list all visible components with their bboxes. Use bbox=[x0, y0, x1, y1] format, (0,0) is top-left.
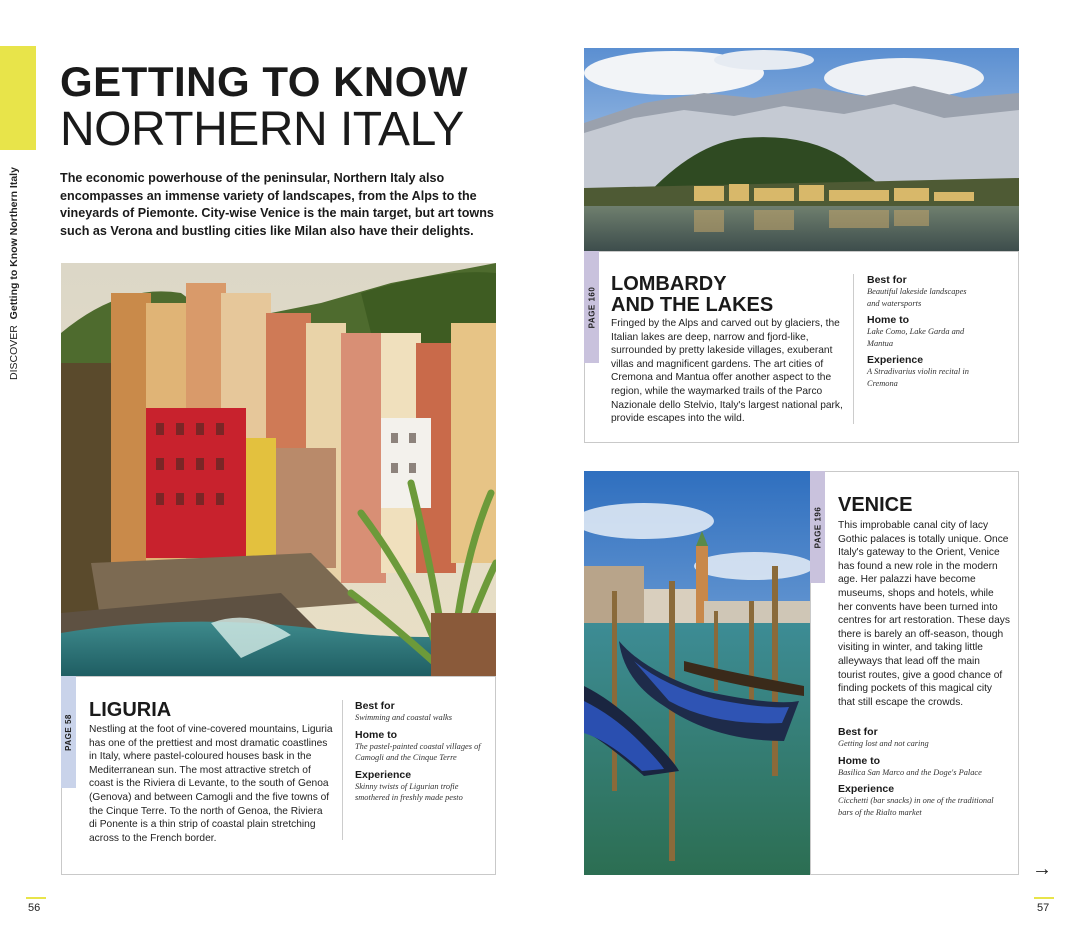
liguria-body: Nestling at the foot of vine-covered mountains, Liguria has one of the prettiest and most dramatic coastlines in Italy, where pastel-coloured houses bask in the Mediterranean sun. The most attractive stretch of coast is the Riviera di Levante, to the south of Genoa (Genova) and between Camogli and the five towns of the Cinque Terre. To the north of Genoa, the Riviera di Ponente is a thin strip of coastal plain stretching across to the French border. bbox=[89, 724, 333, 844]
liguria-experience-heading: Experience bbox=[355, 768, 412, 781]
venice-photo bbox=[584, 471, 810, 875]
venice-title: VENICE bbox=[838, 494, 913, 516]
lombardy-page-tab bbox=[584, 251, 599, 363]
lombardy-page-ref: PAGE 160 bbox=[587, 286, 596, 328]
chapter-label: Getting to Know Northern Italy bbox=[8, 167, 20, 320]
liguria-page-ref: PAGE 58 bbox=[64, 713, 74, 751]
left-page-number: 56 bbox=[28, 902, 41, 914]
liguria-bestfor-text: Swimming and coastal walks bbox=[355, 713, 453, 722]
lombardy-bestfor-heading: Best for bbox=[867, 274, 907, 286]
lombardy-title-line1: LOMBARDY bbox=[611, 273, 727, 295]
liguria-info bbox=[355, 700, 490, 804]
intro-paragraph: The economic powerhouse of the peninsular, Northern Italy also encompasses an immense variety of landscapes, from the Alps to the vineyards of Piemonte. City-wise Venice is the main target, but art towns such as Verona and bustling cities like Milan also have their delights. bbox=[60, 171, 494, 238]
left-page-number-rule bbox=[26, 897, 46, 899]
liguria-hometo-text: The pastel-painted coastal villages of Camogli and the Cinque Terre bbox=[355, 741, 481, 762]
venice-hometo-text: Basilica San Marco and the Doge's Palace bbox=[838, 767, 982, 777]
liguria-page-tab bbox=[61, 676, 76, 788]
lombardy-body: Fringed by the Alps and carved out by glaciers, the Italian lakes are deep, narrow and fjord-like, surrounded by pretty lakeside villages, exuberant villas and magnificent gardens. The art cities of Cremona and Mantua offer another aspect to the region, while the waymarked trails of the Parco Nazionale dello Stelvio, Italy's largest national park, provide escapes into the wild. bbox=[611, 318, 843, 425]
page-title-line2: NORTHERN ITALY bbox=[60, 103, 464, 156]
liguria-photo bbox=[61, 263, 496, 676]
venice-page-ref: PAGE 196 bbox=[813, 506, 822, 548]
liguria-bestfor-heading: Best for bbox=[355, 700, 395, 712]
lombardy-hometo-text: Lake Como, Lake Garda and Mantua bbox=[867, 327, 965, 348]
section-color-tab bbox=[0, 46, 36, 150]
page-title-line1: GETTING TO KNOW bbox=[60, 58, 469, 105]
section-label: DISCOVER bbox=[8, 325, 20, 380]
next-page-arrow-icon[interactable]: → bbox=[1032, 858, 1052, 880]
venice-hometo-heading: Home to bbox=[838, 754, 880, 767]
liguria-title: LIGURIA bbox=[89, 699, 172, 721]
right-page-number-rule bbox=[1034, 897, 1054, 899]
venice-bestfor-text: Getting lost and not caring bbox=[838, 739, 929, 748]
running-head bbox=[8, 167, 20, 380]
lombardy-divider bbox=[853, 274, 854, 424]
liguria-hometo-heading: Home to bbox=[355, 728, 397, 741]
venice-experience-heading: Experience bbox=[838, 783, 895, 795]
lombardy-bestfor-text: Beautiful lakeside landscapes and watersports bbox=[867, 287, 967, 308]
lombardy-hometo-heading: Home to bbox=[867, 314, 909, 326]
venice-experience-text: Cicchetti (bar snacks) in one of the traditional bars of the Rialto market bbox=[838, 796, 994, 817]
liguria-experience-text: Skinny twists of Ligurian trofie smothered in freshly made pesto bbox=[355, 781, 463, 802]
lombardy-experience-heading: Experience bbox=[867, 354, 924, 366]
venice-page-tab bbox=[810, 471, 825, 583]
lombardy-photo bbox=[584, 48, 1019, 251]
right-page-number: 57 bbox=[1037, 902, 1050, 914]
venice-body: This improbable canal city of lacy Gothic palaces is totally unique. Once Italy's gateway to the Orient, Venice has found a new role in the modern age. Her palazzi have become museums, shops and hotels, while her convents have been turned into centres for art restoration. These days there is barely an off-season, though visiting in winter, and taking little alleyways that lead off the main tourist routes, give a good chance of finding pockets of this magical city that still escape the crowds. bbox=[838, 520, 1010, 708]
lombardy-title-line2: AND THE LAKES bbox=[611, 294, 774, 316]
venice-bestfor-heading: Best for bbox=[838, 726, 878, 738]
lombardy-info bbox=[867, 274, 977, 389]
liguria-divider bbox=[342, 700, 343, 840]
venice-info bbox=[838, 726, 1010, 818]
lombardy-experience-text: A Stradivarius violin recital in Cremona bbox=[867, 367, 969, 388]
